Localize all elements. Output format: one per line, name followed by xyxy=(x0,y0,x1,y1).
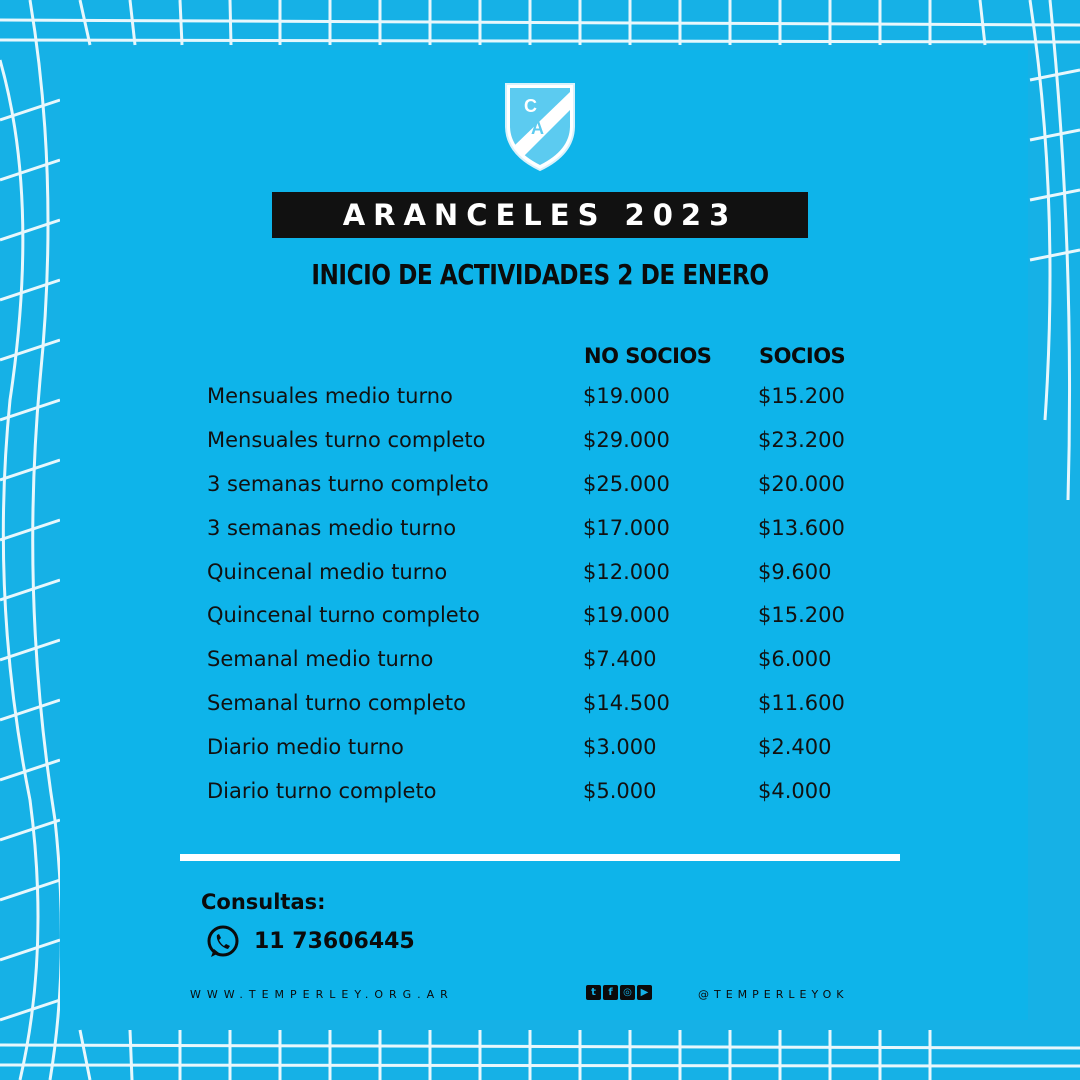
youtube-icon[interactable]: ▶ xyxy=(637,985,652,1000)
divider-line xyxy=(180,854,900,861)
social-icons xyxy=(586,985,652,1000)
facebook-icon[interactable]: f xyxy=(603,985,618,1000)
price-socios: $23.200 xyxy=(758,428,845,452)
subtitle: INICIO DE ACTIVIDADES 2 DE ENERO xyxy=(311,258,769,291)
price-no-socios: $17.000 xyxy=(583,516,670,540)
price-no-socios: $12.000 xyxy=(583,560,670,584)
table-row xyxy=(0,560,1080,604)
crest-letter-c: C xyxy=(524,96,537,116)
price-socios: $4.000 xyxy=(758,779,832,803)
whatsapp-icon xyxy=(205,924,241,960)
price-socios: $2.400 xyxy=(758,735,832,759)
row-label: Mensuales medio turno xyxy=(207,384,453,408)
table-row xyxy=(0,779,1080,823)
social-handle[interactable]: @TEMPERLEYOK xyxy=(698,988,849,1001)
crest-letter-a: A xyxy=(531,118,544,138)
table-row xyxy=(0,647,1080,691)
table-row xyxy=(0,384,1080,428)
price-socios: $11.600 xyxy=(758,691,845,715)
row-label: Semanal turno completo xyxy=(207,691,466,715)
row-label: Mensuales turno completo xyxy=(207,428,486,452)
row-label: Diario turno completo xyxy=(207,779,437,803)
header-no-socios: NO SOCIOS xyxy=(584,344,712,368)
table-row xyxy=(0,603,1080,647)
table-row xyxy=(0,691,1080,735)
phone-number[interactable]: 11 73606445 xyxy=(254,929,415,954)
price-no-socios: $7.400 xyxy=(583,647,657,671)
price-no-socios: $25.000 xyxy=(583,472,670,496)
price-no-socios: $19.000 xyxy=(583,384,670,408)
row-label: Diario medio turno xyxy=(207,735,404,759)
table-row xyxy=(0,428,1080,472)
title-banner xyxy=(272,192,808,238)
price-socios: $20.000 xyxy=(758,472,845,496)
price-socios: $15.200 xyxy=(758,603,845,627)
table-row xyxy=(0,472,1080,516)
price-no-socios: $14.500 xyxy=(583,691,670,715)
price-socios: $6.000 xyxy=(758,647,832,671)
row-label: 3 semanas medio turno xyxy=(207,516,457,540)
price-no-socios: $3.000 xyxy=(583,735,657,759)
price-no-socios: $19.000 xyxy=(583,603,670,627)
row-label: Quincenal medio turno xyxy=(207,560,448,584)
crest-letter-t: T xyxy=(538,140,549,160)
club-crest-logo xyxy=(500,80,580,172)
row-label: Quincenal turno completo xyxy=(207,603,480,627)
page-title: ARANCELES 2023 xyxy=(342,198,738,232)
row-label: Semanal medio turno xyxy=(207,647,434,671)
price-socios: $9.600 xyxy=(758,560,832,584)
website-link[interactable]: WWW.TEMPERLEY.ORG.AR xyxy=(190,988,454,1001)
twitter-icon[interactable]: t xyxy=(586,985,601,1000)
contact-label: Consultas: xyxy=(201,890,326,914)
table-row xyxy=(0,516,1080,560)
row-label: 3 semanas turno completo xyxy=(207,472,489,496)
header-socios: SOCIOS xyxy=(759,344,846,368)
price-socios: $15.200 xyxy=(758,384,845,408)
table-row xyxy=(0,735,1080,779)
price-socios: $13.600 xyxy=(758,516,845,540)
instagram-icon[interactable]: ◎ xyxy=(620,985,635,1000)
price-no-socios: $29.000 xyxy=(583,428,670,452)
price-no-socios: $5.000 xyxy=(583,779,657,803)
